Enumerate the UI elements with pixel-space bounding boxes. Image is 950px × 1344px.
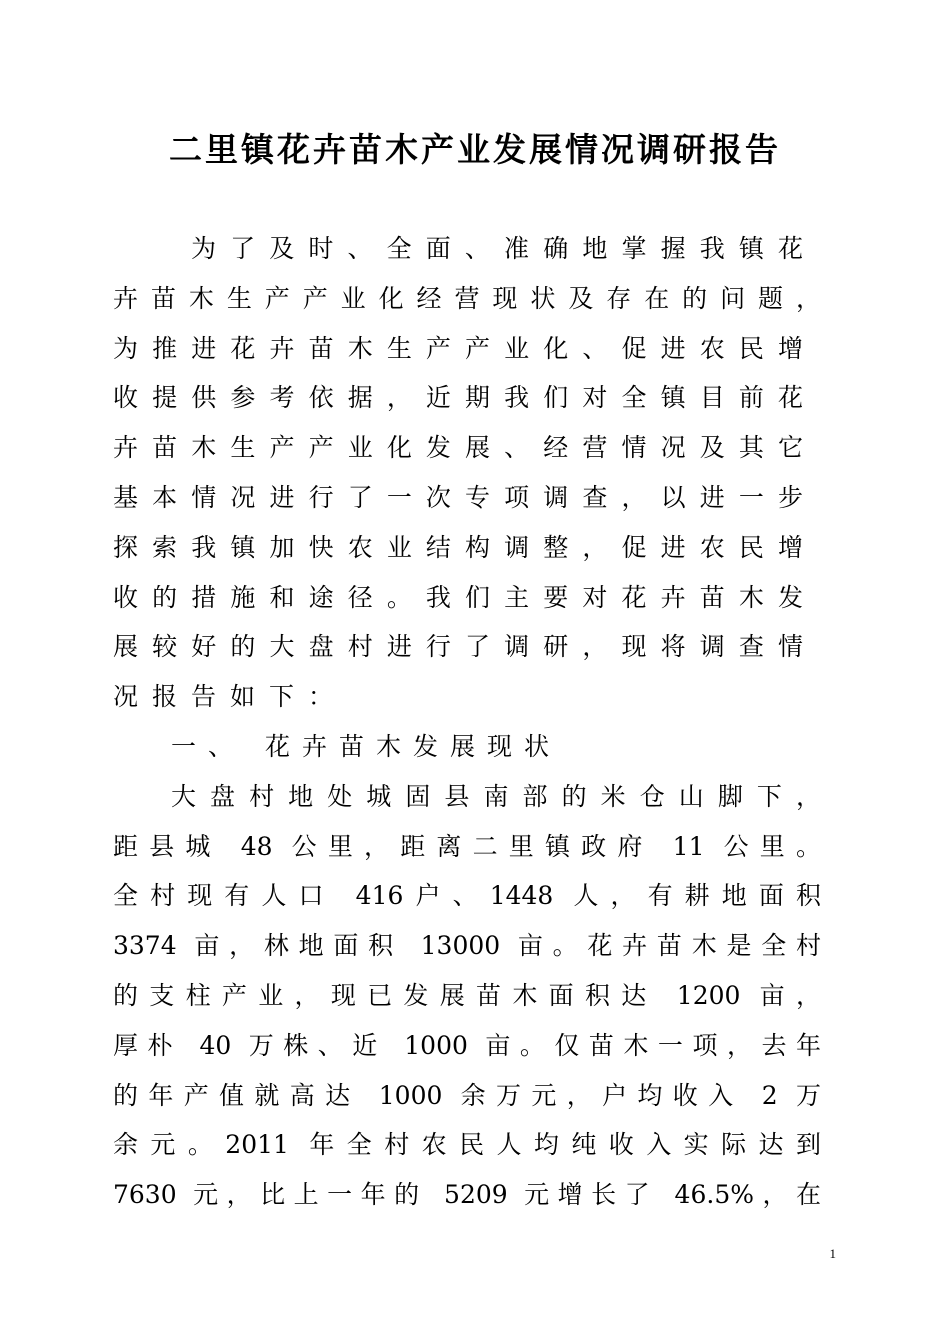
text-line: 收的措施和途径。我们主要对花卉苗木发 — [113, 582, 803, 612]
text-line: 基本情况进行了一次专项调查，以进一步 — [113, 482, 803, 512]
text-line: 探索我镇加快农业结构调整，促进农民增 — [113, 532, 803, 562]
text-line: 展较好的大盘村进行了调研，现将调查情 — [113, 632, 803, 662]
text-line: 卉苗木生产产业化经营现状及存在的问题， — [113, 283, 821, 313]
text-line: 全村现有人口 416户、1448 人，有耕地面积 — [113, 881, 821, 911]
text-line: 卉苗木生产产业化发展、经营情况及其它 — [113, 433, 803, 463]
document-body — [113, 224, 833, 1220]
text-line: 为了及时、全面、准确地掌握我镇花 — [191, 234, 803, 263]
section-heading: 一、 花卉苗木发展现状 — [171, 731, 561, 761]
text-line: 的支柱产业，现已发展苗木面积达 1200 亩， — [113, 980, 821, 1010]
text-line: 收提供参考依据，近期我们对全镇目前花 — [113, 383, 803, 413]
text-line: 7630 元，比上一年的 5209 元增长了 46.5%，在 — [113, 1180, 821, 1210]
text-line: 余元。2011 年全村农民人均纯收入实际达到 — [113, 1130, 821, 1160]
document-title: 二里镇花卉苗木产业发展情况调研报告 — [169, 130, 781, 169]
text-line: 况报告如下： — [113, 682, 348, 712]
text-line: 为推进花卉苗木生产产业化、促进农民增 — [113, 333, 803, 363]
page-number: 1 — [829, 1246, 836, 1261]
text-line: 距县城 48 公里，距离二里镇政府 11 公里。 — [113, 831, 821, 861]
text-line: 的年产值就高达 1000 余万元，户均收入 2 万 — [113, 1080, 821, 1110]
text-line: 3374 亩，林地面积 13000 亩。花卉苗木是全村 — [113, 931, 821, 961]
text-line: 厚朴 40 万株、近 1000 亩。仅苗木一项，去年 — [113, 1030, 821, 1060]
text-line: 大盘村地处城固县南部的米仓山脚下， — [171, 781, 821, 811]
